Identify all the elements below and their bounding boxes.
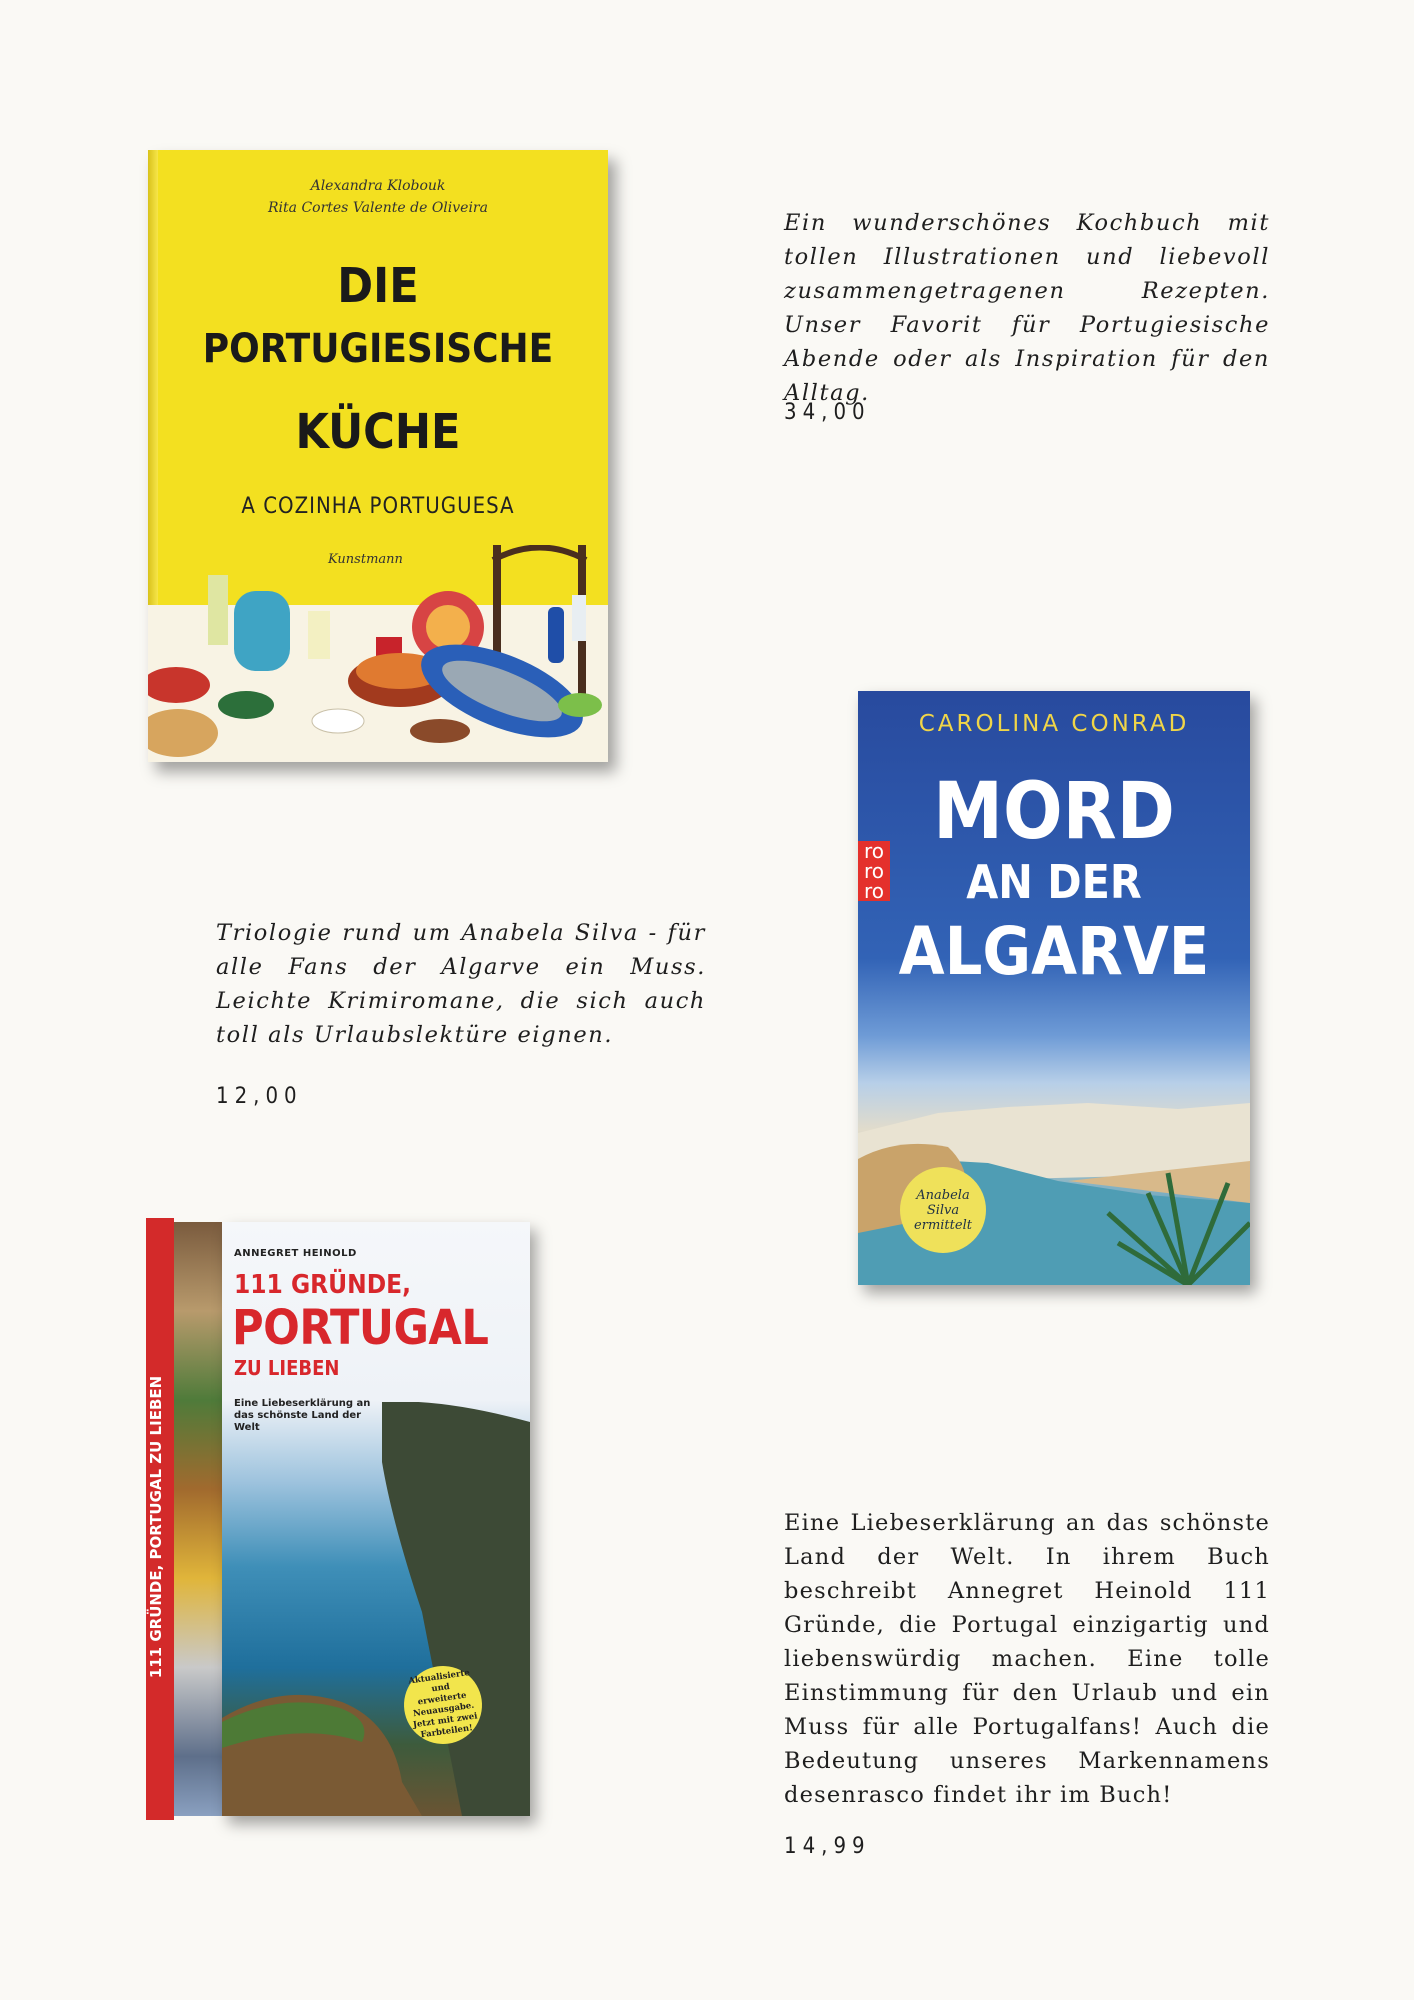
cover-author: ANNEGRET HEINOLD — [234, 1248, 357, 1259]
cover-author-1: Alexandra Klobouk — [310, 178, 446, 194]
cover-title-line-2: AN DER — [966, 855, 1142, 909]
cover-title-line-1: 111 GRÜNDE, — [234, 1270, 412, 1300]
cover-publisher: Kunstmann — [328, 552, 403, 567]
book-cover-portugiesische-kueche[interactable] — [148, 150, 608, 762]
publisher-mark: ro ro ro — [858, 841, 890, 901]
item-description: Ein wunderschönes Kochbuch mit tollen Illustrationen und liebevoll zusammengetragenen Rezepten. Unser Favorit für Portugiesische Abende oder als Inspiration für den Alltag. — [784, 210, 1270, 406]
cover-title-line-2: PORTUGIESISCHE — [202, 326, 554, 372]
cover-badge: Anabela Silva ermittelt — [900, 1167, 986, 1253]
item-price: 12,00 — [216, 1084, 303, 1109]
item-price: 34,00 — [784, 400, 871, 425]
cover-subtitle: A COZINHA PORTUGUESA — [241, 494, 515, 519]
book-cover-111-gruende[interactable] — [146, 1218, 530, 1820]
cliff-illustration — [222, 1402, 530, 1816]
item-description: Triologie rund um Anabela Silva - für alle Fans der Algarve ein Muss. Leichte Krimiromane, die sich auch toll als Urlaubslektüre eignen. — [216, 920, 706, 1048]
item-description: Eine Liebeserklärung an das schönste Land der Welt. In ihrem Buch beschreibt Annegret Heinold 111 Gründe, die Portugal einzigartig und liebenswürdig machen. Eine tolle Einstimmung für den Urlaub und ein Muss für alle Portugalfans! Auch die Bedeutung unseres Markennamens desenrasco findet ihr im Buch! — [784, 1510, 1270, 1808]
cover-title-line-1: DIE — [337, 258, 419, 314]
photo-strip — [174, 1222, 222, 1816]
book-cover-mord-an-der-algarve[interactable] — [858, 691, 1250, 1285]
cover-title-line-2: PORTUGAL — [232, 1300, 489, 1356]
cover-tagline: Eine Liebeserklärung an das schönste Land der Welt — [234, 1398, 371, 1433]
coast-illustration — [858, 1063, 1250, 1285]
cover-author-2: Rita Cortes Valente de Oliveira — [268, 200, 488, 216]
cover-author: CAROLINA CONRAD — [918, 711, 1190, 737]
cover-title-line-3: KÜCHE — [295, 404, 461, 460]
spine-title: 111 GRÜNDE, PORTUGAL ZU LIEBEN — [147, 1375, 165, 1679]
item-price: 14,99 — [784, 1834, 871, 1859]
cover-badge: Aktualisierte und erweiterte Neuausgabe. Jetzt mit zwei Farbteilen! — [399, 1661, 487, 1749]
food-illustration — [148, 545, 608, 762]
book-spine — [146, 1218, 174, 1820]
cover-title-line-3: ALGARVE — [898, 913, 1210, 990]
cover-title-line-1: MORD — [933, 767, 1175, 857]
cover-title-line-3: ZU LIEBEN — [234, 1356, 340, 1380]
